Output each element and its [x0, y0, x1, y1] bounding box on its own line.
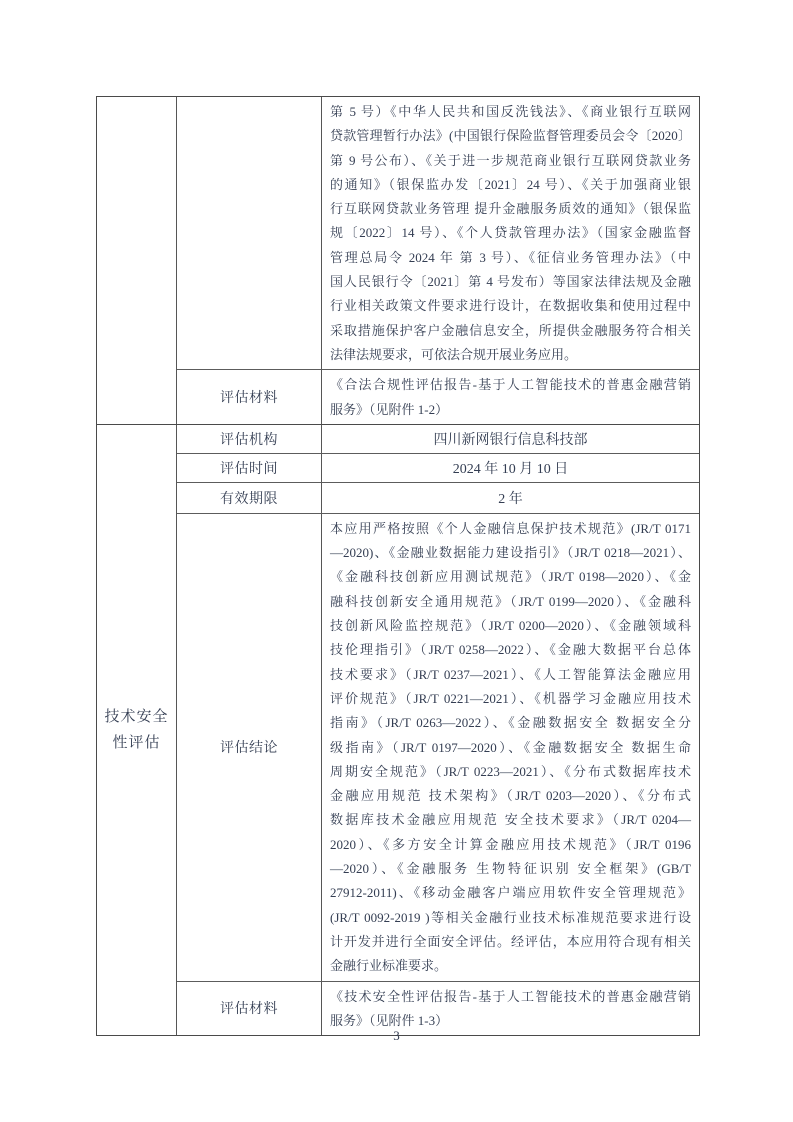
section-technical-security	[97, 424, 699, 1035]
table-row	[177, 425, 699, 453]
table-row	[177, 513, 699, 981]
row-label-validity: 有效期限	[177, 483, 322, 513]
assessment-time-value: 2024 年 10 月 10 日	[452, 461, 569, 477]
row-label-materials: 评估材料	[177, 370, 322, 424]
technical-materials-text: 《技术安全性评估报告-基于人工智能技术的普惠金融营销 服务》（见附件 1-3）	[330, 988, 691, 1028]
table-row	[177, 981, 699, 1036]
technical-conclusion-text: 本应用严格按照《个人金融信息保护技术规范》(JR/T 0171 —2020)、《金融业数据能力建设指引》（JR/T 0218—2021）、 《金融科技创新应用测试规范》（JR/T 0198—2020）、《金 融科技创新安全通用规范》（JR/T 0199—2020）、《金融科 技创新风险监控规范》（JR/T 0200—2020）、《金融领域科 技伦理指引》（JR/T 0258—2022）、《金融大数据平台总体 技术要求》（JR/T 0237—2021）、《人工智能算法金融应用 评价规范》（JR/T 0221—2021）、《机器学习金融应用技术 指南》（JR/T 0263—2022）、《金融数据安全 数据安全分 级指南》（JR/T 0197—2020）、《金融数据安全 数据生命 周期安全规范》（JR/T 0223—2021）、《分布式数据库技术 金融应用规范 技术架构》（JR/T 0203—2020）、《分布式 数据库技术金融应用规范 安全技术要求》（JR/T 0204— 2020）、《多方安全计算金融应用技术规范》（JR/T 0196 —2020）、《金融服务 生物特征识别 安全框架》(GB/T 27912-2011)、《移动金融客户端应用软件安全管理规范》 (JR/T 0092-2019 )等相关金融行业技术标准规范要求进行设 计开发并进行全面安全评估。经评估，本应用符合现有相关 金融行业标准要求。	[330, 520, 691, 974]
assessment-table	[96, 96, 700, 1036]
legal-conclusion-text: 第 5 号）《中华人民共和国反洗钱法》、《商业银行互联网 贷款管理暂行办法》(中国银行保险监督管理委员会令〔2020〕 第 9 号公布）、《关于进一步规范商业银行互联网贷款业务 的通知》（银保监办发〔2021〕24 号）、《关于加强商业银 行互联网贷款业务管理 提升金融服务质效的通知》（银保监 规〔2022〕14 号）、《个人贷款管理办法》（国家金融监督 管理总局令 2024 年 第 3 号）、《征信业务管理办法》（中 国人民银行令〔2021〕第 4 号发布）等国家法律法规及金融 行业相关政策文件要求进行设计，在数据收集和使用过程中 采取措施保护客户金融信息安全，所提供金融服务符合相关 法律法规要求，可依法合规开展业务应用。	[330, 104, 691, 362]
section-legal-compliance	[97, 97, 699, 424]
validity-period-value: 2 年	[498, 491, 523, 507]
category-cell-empty	[97, 97, 177, 424]
category-cell-technical-security	[97, 425, 177, 1035]
row-label-materials: 评估材料	[177, 982, 322, 1036]
page-number: 3	[393, 1028, 400, 1043]
row-label-time: 评估时间	[177, 454, 322, 482]
legal-materials-text: 《合法合规性评估报告-基于人工智能技术的普惠金融营销 服务》（见附件 1-2）	[330, 377, 691, 417]
row-label-conclusion: 评估结论	[177, 514, 322, 981]
assessment-agency-value: 四川新网银行信息科技部	[433, 432, 588, 448]
row-label-empty	[177, 97, 322, 369]
category-line-1: 技术安全	[104, 708, 169, 725]
category-line-2: 性评估	[112, 734, 161, 751]
section-technical-rows	[177, 425, 699, 1035]
table-row	[177, 482, 699, 513]
table-row	[177, 97, 699, 369]
section-legal-rows	[177, 97, 699, 424]
table-row	[177, 369, 699, 424]
row-label-agency: 评估机构	[177, 425, 322, 453]
table-row	[177, 453, 699, 482]
